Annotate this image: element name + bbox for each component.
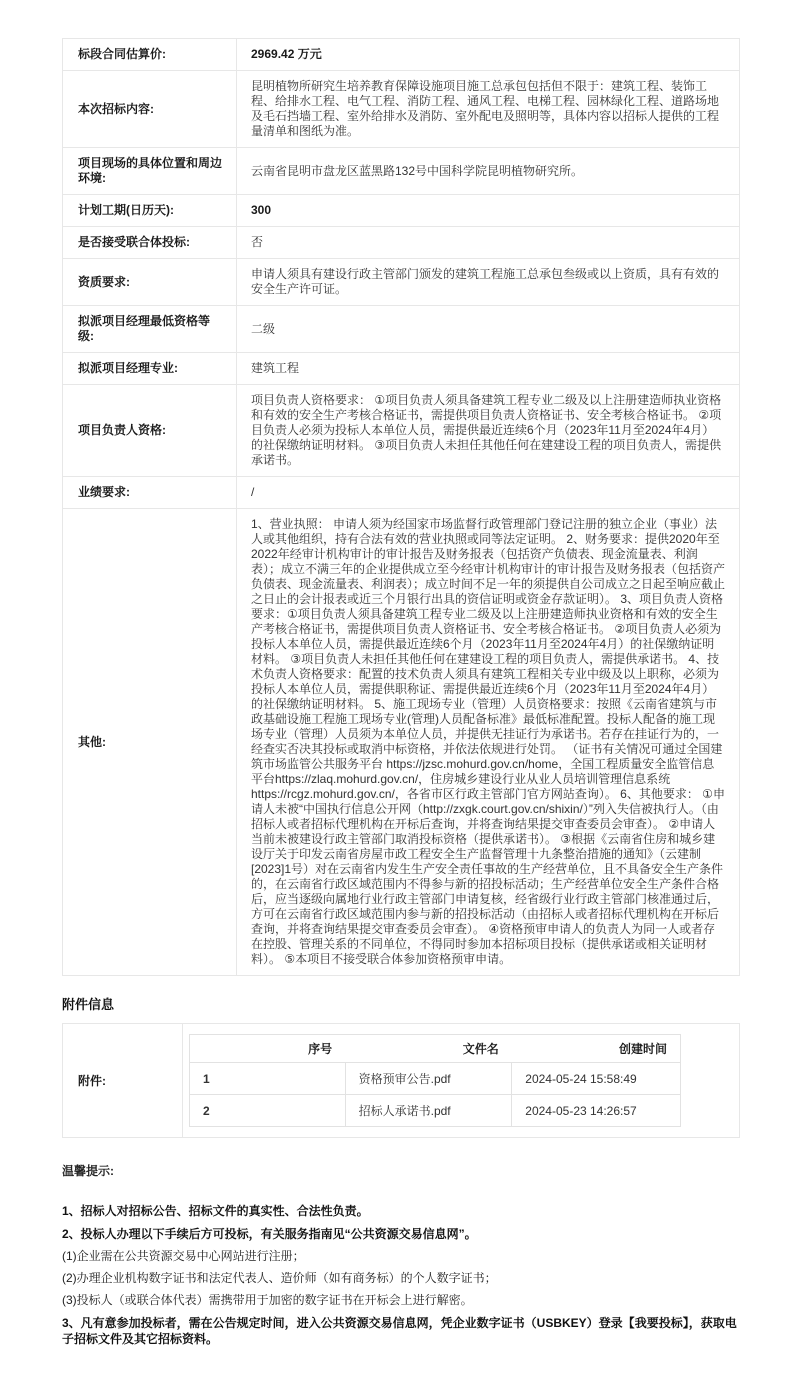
attachment-header-row [190, 1035, 681, 1063]
field-value-text: 1、营业执照： 申请人须为经国家市场监督行政管理部门登记注册的独立企业（事业）法人或其他组织，持有合法有效的营业执照或同等法定证明。 2、财务要求：提供2020年至2022年经审计机构审计的审计报告及财务报表（包括资产负债表、现金流量表、利润表）；成立不满三年的企业提供成立至今经审计机构审计的审计报告及财务报表（包括资产负债表、现金流量表、利润表）；成立时间不足一年的须提供自公司成立之日起至响应截止之日止的会计报表或近三个月银行出具的资信证明或资金存款证明）。 3、项目负责人资格要求：①项目负责人须具备建筑工程专业二级及以上注册建造师执业资格和有效的安全生产考核合格证书，需提供项目负责人资格证书、安全考核合格证书。 ②项目负责人必须为投标人本单位人员，需提供最近连续6个月（2023年11月至2024年4月）的社保缴纳证明材料。 ③项目负责人未担任其他任何在建建设工程的项目负责人，需提供承诺书。 4、技术负责人资格要求：配置的技术负责人须具有建筑工程相关专业中级及以上职称，必须为投标人本单位人员，需提供职称证、需提供最近连续6个月（2023年11月至2024年4月）的社保缴纳证明材料。 5、施工现场专业（管理）人员资格要求：按照《云南省建筑与市政基础设施工程施工现场专业(管理)人员配备标准》最低标准配置。投标人配备的施工现场专业（管理）人员须为本单位人员，并提供无挂证行为承诺书。若存在挂证行为的，一经查实否决其投标或取消中标资格，并依法依规进行处罚。 （证书有关情况可通过全国建筑市场监管公共服务平台 https://jzsc.mohurd.gov.cn/home，全国工程质量安全监管信息平台https://zlaq.mohurd.gov.cn/，住房城乡建设行业从业人员培训管理信息系统https://rcgz.mohurd.gov.cn/，各省市区行政主管部门官方网站查询）。 6、其他要求： ①申请人未被“中国执行信息公开网（http://zxgk.court.gov.cn/shixin/）”列入失信被执行人。（由招标人或者招标代理机构在开标后查询，并将查询结果提交审查委员会审查）。 ②申请人当前未被建设行政主管部门取消投标资格（提供承诺书）。 ③根据《云南省住房和城乡建设厅关于印发云南省房屋市政工程安全生产监督管理十九条整治措施的通知》（云建制[2023]1号）对在云南省内发生生产安全责任事故的生产经营单位，且不具备安全生产条件的，在云南省行政区域范围内不得参与新的招投标活动；生产经营单位安全生产条件合格后，应当逐级向属地行业行政主管部门申请复核，经省级行业行政主管部门核准通过后，方可在云南省行政区域范围内参与新的招投标活动（由招标人或者招标代理机构在开标后查询，并将查询结果提交审查委员会审查）。 ④资格预审申请人的负责人为同一人或者存在控股、管理关系的不同单位，不得同时参加本招标项目投标（提供承诺或相关证明材料）。 ⑤本项目不接受联合体参加资格预审申请。 [251, 517, 726, 966]
field-label: 标段合同估算价: [78, 47, 166, 61]
field-value-estimate-price: 2969.42 万元 [236, 39, 739, 70]
field-label: 本次招标内容: [78, 101, 154, 116]
column-header-filename: 文件名 [345, 1035, 512, 1063]
tips-section [62, 1164, 740, 1347]
field-label: 计划工期(日历天): [78, 203, 174, 217]
field-value-qualification [236, 259, 739, 305]
table-row [63, 509, 739, 976]
field-label: 其他: [78, 734, 106, 749]
column-header-created: 创建时间 [512, 1035, 681, 1063]
attachments-heading: 附件信息 [62, 997, 115, 1012]
table-row [63, 227, 739, 259]
tip-line-2-3: (3)投标人（或联合体代表）需携带用于加密的数字证书在开标会上进行解密。 [62, 1293, 473, 1307]
table-row [63, 71, 739, 148]
tips-heading: 温馨提示: [62, 1164, 114, 1178]
field-value-pm-major: 建筑工程 [236, 353, 739, 384]
table-row [63, 477, 739, 509]
attachment-row [190, 1063, 681, 1095]
attachment-created-time: 2024-05-24 15:58:49 [512, 1063, 681, 1095]
field-label: 是否接受联合体投标: [78, 235, 190, 249]
field-value-text: 申请人须具有建设行政主管部门颁发的建筑工程施工总承包叁级或以上资质，具有有效的安全生产许可证。 [251, 267, 720, 296]
field-value-pm-qualification [236, 385, 739, 476]
attachments-table [62, 1023, 740, 1138]
attachment-created-time: 2024-05-23 14:26:57 [512, 1095, 681, 1127]
attachments-label: 附件: [63, 1024, 183, 1137]
field-value-performance-requirement: / [236, 477, 739, 508]
field-value-other-requirements [236, 509, 739, 975]
table-row [63, 148, 739, 195]
tip-line-2: 2、投标人办理以下手续后方可投标，有关服务指南见“公共资源交易信息网”。 [62, 1227, 477, 1241]
field-label: 业绩要求: [78, 485, 130, 499]
attachment-filename-link[interactable]: 招标人承诺书.pdf [345, 1095, 512, 1127]
tender-details-table [62, 38, 740, 976]
field-value-text: 昆明植物所研究生培养教育保障设施项目施工总承包包括但不限于：建筑工程、装饰工程、给排水工程、电气工程、消防工程、通风工程、电梯工程、园林绿化工程、道路场地及毛石挡墙工程、室外给排水及消防、室外配电及照明等，具体内容以招标人提供的工程量清单和图纸为准。 [251, 79, 720, 138]
tip-line-1: 1、招标人对招标公告、招标文件的真实性、合法性负责。 [62, 1204, 369, 1218]
table-row [63, 39, 739, 71]
column-header-seq: 序号 [190, 1035, 346, 1063]
attachment-files-table [189, 1034, 681, 1127]
attachment-row [190, 1095, 681, 1127]
tip-line-2-2: (2)办理企业机构数字证书和法定代表人、造价师（如有商务标）的个人数字证书； [62, 1271, 497, 1285]
attachments-body [183, 1024, 739, 1137]
table-row [63, 306, 739, 353]
field-label: 项目负责人资格: [78, 423, 166, 437]
field-value-pm-min-grade: 二级 [236, 306, 739, 352]
field-label: 拟派项目经理专业: [78, 361, 178, 375]
field-label: 拟派项目经理最低资格等级: [78, 314, 211, 343]
field-label: 项目现场的具体位置和周边环境: [78, 156, 223, 185]
field-value-text: 项目负责人资格要求： ①项目负责人须具备建筑工程专业二级及以上注册建造师执业资格和有效的安全生产考核合格证书，需提供项目负责人资格证书、安全考核合格证书。 ②项目负责人必须为投标人本单位人员，需提供最近连续6个月（2023年11月至2024年4月）的社保缴纳证明材料。 ③项目负责人未担任其他任何在建建设工程的项目负责人，需提供承诺书。 [251, 393, 722, 467]
tip-line-3: 3、凡有意参加投标者，需在公告规定时间，进入公共资源交易信息网，凭企业数字证书（USBKEY）登录【我要投标】，获取电子招标文件及其它招标资料。 [62, 1316, 737, 1346]
field-label: 资质要求: [78, 274, 130, 289]
table-row [63, 385, 739, 477]
attachment-seq: 2 [190, 1095, 346, 1127]
field-value-planned-duration: 300 [236, 195, 739, 226]
table-row [63, 259, 739, 306]
field-value-tender-content [236, 71, 739, 147]
tip-line-2-1: (1)企业需在公共资源交易中心网站进行注册； [62, 1249, 305, 1263]
field-value-site-location: 云南省昆明市盘龙区蓝黑路132号中国科学院昆明植物研究所。 [236, 148, 739, 194]
table-row [63, 195, 739, 227]
attachment-filename-link[interactable]: 资格预审公告.pdf [345, 1063, 512, 1095]
table-row [63, 353, 739, 385]
field-value-consortium-allowed: 否 [236, 227, 739, 258]
attachment-seq: 1 [190, 1063, 346, 1095]
